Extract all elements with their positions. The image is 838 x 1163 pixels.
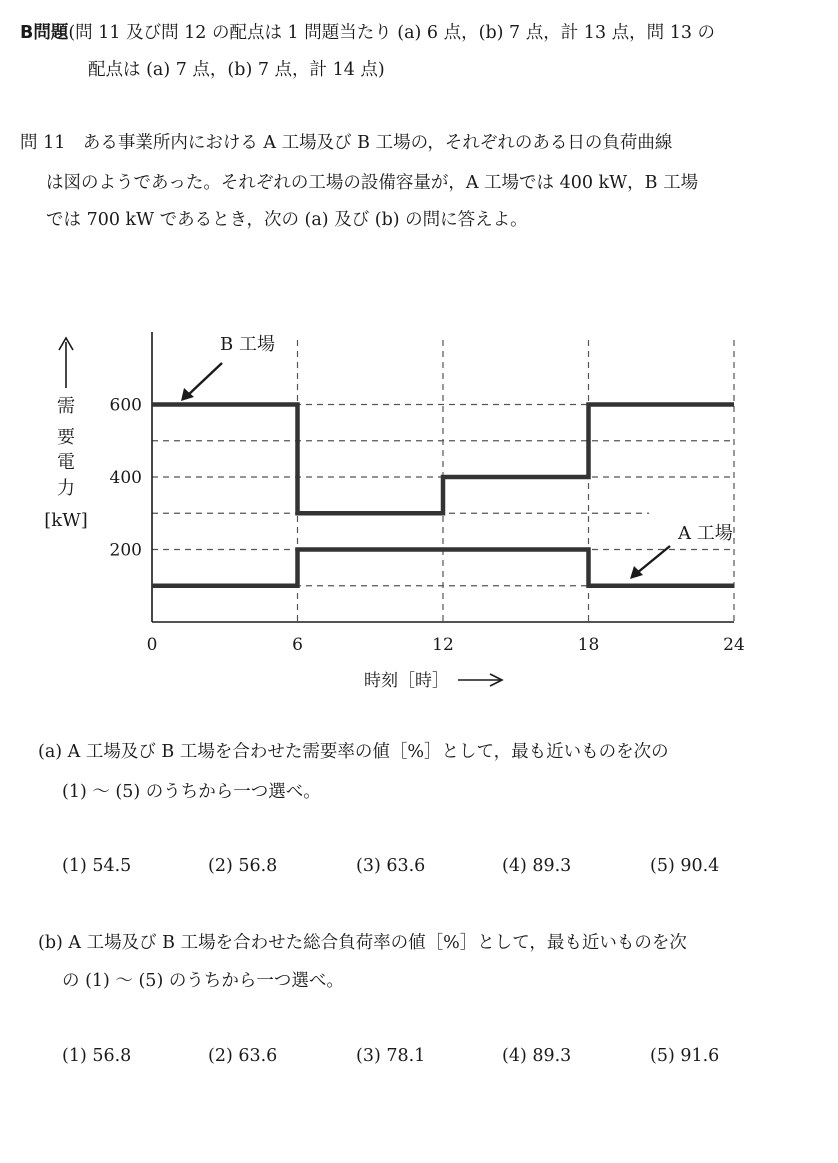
arrow-b-shaft bbox=[187, 363, 222, 396]
x-tick-label-24: 24 bbox=[723, 635, 745, 655]
series-label-b: B 工場 bbox=[220, 334, 275, 355]
part-a-option-2[interactable]: (2) 56.8 bbox=[208, 856, 278, 876]
part-a-line1: (a) A 工場及び B 工場を合わせた需要率の値［%］として，最も近いものを次の bbox=[38, 742, 669, 762]
part-b-line1: (b) A 工場及び B 工場を合わせた総合負荷率の値［%］として，最も近いものを次 bbox=[38, 933, 687, 953]
section-note-line2: 配点は (a) 7 点，(b) 7 点，計 14 点) bbox=[88, 60, 385, 80]
chart-ticks bbox=[110, 396, 745, 656]
part-a-option-1[interactable]: (1) 54.5 bbox=[62, 856, 132, 876]
part-b-option-3[interactable]: (3) 78.1 bbox=[356, 1046, 426, 1066]
part-b-line2: の (1) ～ (5) のうちから一つ選べ。 bbox=[62, 971, 344, 991]
part-b-option-5[interactable]: (5) 91.6 bbox=[650, 1046, 720, 1066]
question-line1: 問 11 ある事業所内における A 工場及び B 工場の，それぞれのある日の負荷曲線 bbox=[20, 133, 673, 153]
x-tick-label-18: 18 bbox=[577, 635, 600, 655]
y-axis-label-part-3: 力 bbox=[57, 478, 75, 499]
part-b-option-1[interactable]: (1) 56.8 bbox=[62, 1046, 132, 1066]
part-a-option-3[interactable]: (3) 63.6 bbox=[356, 856, 426, 876]
arrow-a-head bbox=[630, 566, 643, 579]
y-axis-label-part-0: 需 bbox=[57, 396, 75, 417]
y-tick-label-600: 600 bbox=[109, 395, 142, 416]
x-tick-label-12: 12 bbox=[432, 635, 454, 655]
question-line2: は図のようであった。それぞれの工場の設備容量が，A 工場では 400 kW，B 工場 bbox=[46, 173, 699, 193]
y-axis-label-part-2: 電 bbox=[57, 452, 75, 473]
series-label-a: A 工場 bbox=[678, 523, 733, 544]
x-tick-label-0: 0 bbox=[146, 635, 158, 655]
part-a-option-4[interactable]: (4) 89.3 bbox=[502, 856, 572, 876]
y-axis-label-part-4: [kW] bbox=[44, 510, 88, 531]
load-curve-chart bbox=[0, 300, 838, 700]
question-line3: では 700 kW であるとき，次の (a) 及び (b) の問に答えよ。 bbox=[46, 210, 528, 230]
part-b-option-4[interactable]: (4) 89.3 bbox=[502, 1046, 572, 1066]
section-label: B問題 bbox=[20, 23, 69, 43]
y-tick-label-200: 200 bbox=[109, 540, 142, 561]
x-tick-label-6: 6 bbox=[292, 635, 303, 655]
y-tick-label-400: 400 bbox=[109, 468, 142, 488]
section-header bbox=[20, 18, 715, 48]
x-axis-label: 時刻［時］ bbox=[364, 671, 449, 691]
part-a-line2: (1) ～ (5) のうちから一つ選べ。 bbox=[62, 782, 321, 802]
part-a-option-5[interactable]: (5) 90.4 bbox=[650, 856, 720, 876]
part-b-option-2[interactable]: (2) 63.6 bbox=[208, 1046, 278, 1066]
y-axis-label-part-1: 要 bbox=[57, 427, 75, 448]
section-note-line1: (問 11 及び問 12 の配点は 1 問題当たり (a) 6 点，(b) 7 点，計 13 点，問 13 の bbox=[68, 23, 716, 43]
